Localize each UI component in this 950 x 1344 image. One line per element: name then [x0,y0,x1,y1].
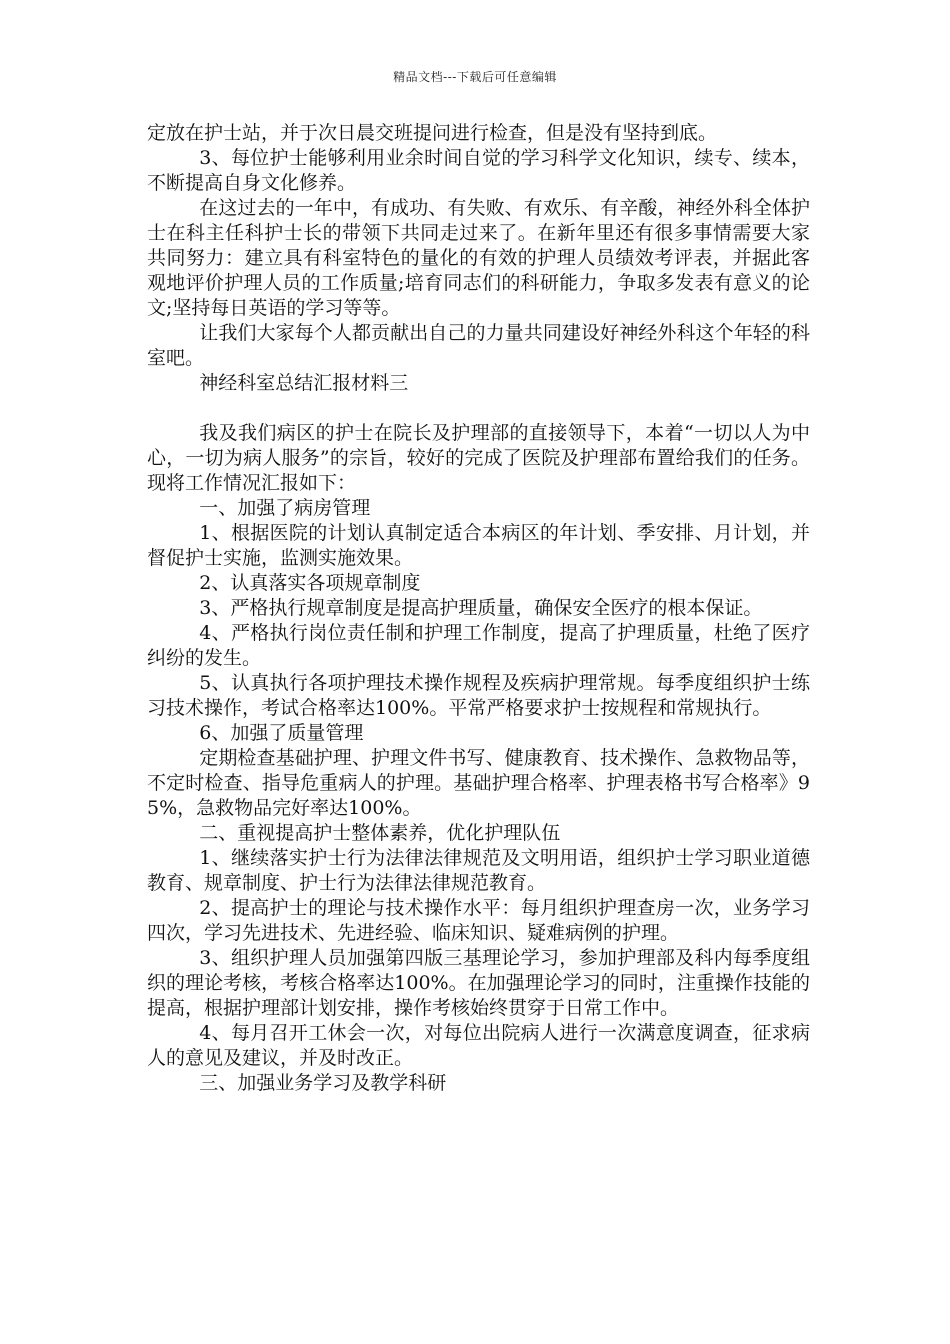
document-body [147,121,810,1096]
paragraph-spacer [147,396,810,421]
paragraph: 我及我们病区的护士在院长及护理部的直接领导下，本着“一切以人为中心，一切为病人服务”的宗旨，较好的完成了医院及护理部布置给我们的任务。现将工作情况汇报如下： [147,422,810,494]
paragraph: 在这过去的一年中，有成功、有失败、有欢乐、有辛酸，神经外科全体护士在科主任科护士长的带领下共同走过来了。在新年里还有很多事情需要大家共同努力：建立具有科室特色的量化的有效的护理人员绩效考评表，并据此客观地评价护理人员的工作质量;培育同志们的科研能力，争取多发表有意义的论文;坚持每日英语的学习等等。 [147,197,810,319]
paragraph: 1、根据医院的计划认真制定适合本病区的年计划、季安排、月计划，并督促护士实施，监测实施效果。 [147,522,810,569]
page-header: 精品文档---下载后可任意编辑 [393,70,557,84]
paragraph: 4、严格执行岗位责任制和护理工作制度，提高了护理质量，杜绝了医疗纠纷的发生。 [147,622,810,669]
paragraph: 让我们大家每个人都贡献出自己的力量共同建设好神经外科这个年轻的科室吧。 [147,322,810,369]
paragraph: 4、每月召开工休会一次，对每位出院病人进行一次满意度调查，征求病人的意见及建议，并及时改正。 [147,1022,810,1069]
paragraph: 2、认真落实各项规章制度 [199,572,421,594]
paragraph: 5、认真执行各项护理技术操作规程及疾病护理常规。每季度组织护士练习技术操作，考试合格率达100%。平常严格要求护士按规程和常规执行。 [147,672,810,719]
paragraph: 6、加强了质量管理 [199,722,364,744]
paragraph: 3、严格执行规章制度是提高护理质量，确保安全医疗的根本保证。 [199,597,763,619]
paragraph: 二、重视提高护士整体素养，优化护理队伍 [199,822,561,844]
paragraph: 3、组织护理人员加强第四版三基理论学习，参加护理部及科内每季度组织的理论考核，考核合格率达100%。在加强理论学习的同时，注重操作技能的提高，根据护理部计划安排，操作考核始终贯穿于日常工作中。 [147,947,810,1019]
paragraph: 神经科室总结汇报材料三 [199,372,409,394]
paragraph: 1、继续落实护士行为法律法律规范及文明用语，组织护士学习职业道德教育、规章制度、护士行为法律法律规范教育。 [147,847,810,894]
paragraph: 2、提高护士的理论与技术操作水平：每月组织护理查房一次，业务学习四次，学习先进技术、先进经验、临床知识、疑难病例的护理。 [147,897,810,944]
paragraph: 三、加强业务学习及教学科研 [199,1072,447,1094]
paragraph: 定放在护士站，并于次日晨交班提问进行检查，但是没有坚持到底。 [147,122,718,144]
paragraph: 3、每位护士能够利用业余时间自觉的学习科学文化知识，续专、续本，不断提高自身文化修养。 [147,147,810,194]
paragraph: 定期检查基础护理、护理文件书写、健康教育、技术操作、急救物品等，不定时检查、指导危重病人的护理。基础护理合格率、护理表格书写合格率》95%，急救物品完好率达100%。 [147,747,810,819]
paragraph: 一、加强了病房管理 [199,497,371,519]
